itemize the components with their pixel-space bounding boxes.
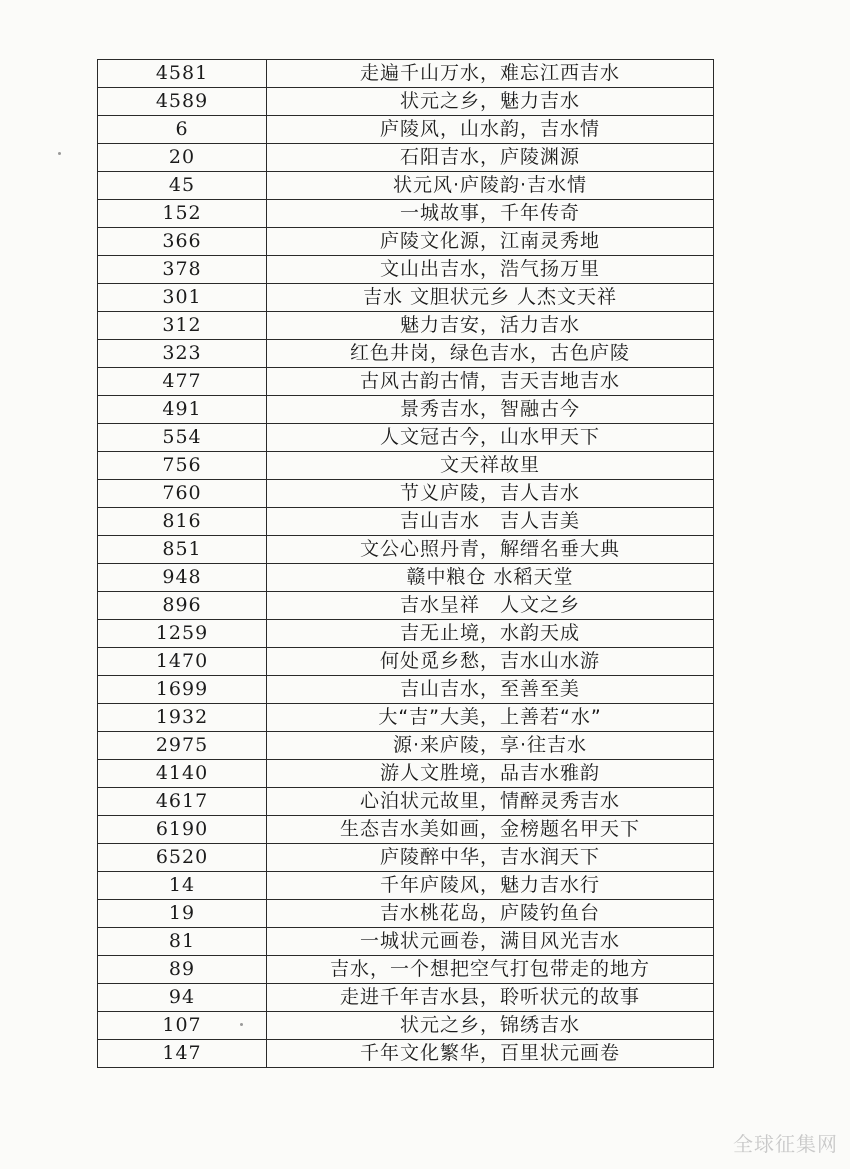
entry-slogan: 人文冠古今，山水甲天下	[267, 424, 714, 452]
table-row	[98, 676, 714, 704]
entry-slogan: 游人文胜境，品吉水雅韵	[267, 760, 714, 788]
table-row	[98, 592, 714, 620]
table-row	[98, 228, 714, 256]
entry-number: 1932	[98, 704, 267, 732]
entry-number: 1470	[98, 648, 267, 676]
entry-number: 4589	[98, 88, 267, 116]
entry-number: 6520	[98, 844, 267, 872]
slogan-table	[97, 59, 714, 1068]
entry-number: 94	[98, 984, 267, 1012]
table-row	[98, 928, 714, 956]
table-row	[98, 88, 714, 116]
entry-number: 366	[98, 228, 267, 256]
entry-number: 4140	[98, 760, 267, 788]
table-row	[98, 872, 714, 900]
entry-number: 2975	[98, 732, 267, 760]
table-row	[98, 1040, 714, 1068]
entry-slogan: 状元风·庐陵韵·吉水情	[267, 172, 714, 200]
entry-number: 948	[98, 564, 267, 592]
table-row	[98, 368, 714, 396]
table-row	[98, 732, 714, 760]
entry-slogan: 节义庐陵，吉人吉水	[267, 480, 714, 508]
watermark: 全球征集网	[733, 1132, 838, 1156]
entry-number: 323	[98, 340, 267, 368]
entry-number: 152	[98, 200, 267, 228]
table-row	[98, 536, 714, 564]
entry-number: 491	[98, 396, 267, 424]
entry-number: 45	[98, 172, 267, 200]
entry-slogan: 吉山吉水 吉人吉美	[267, 508, 714, 536]
entry-number: 554	[98, 424, 267, 452]
entry-slogan: 走进千年吉水县，聆听状元的故事	[267, 984, 714, 1012]
table-row	[98, 564, 714, 592]
scan-speck	[58, 152, 61, 155]
table-row	[98, 816, 714, 844]
table-row	[98, 844, 714, 872]
entry-slogan: 生态吉水美如画，金榜题名甲天下	[267, 816, 714, 844]
entry-slogan: 文山出吉水，浩气扬万里	[267, 256, 714, 284]
table-row	[98, 760, 714, 788]
entry-number: 756	[98, 452, 267, 480]
entry-slogan: 状元之乡，锦绣吉水	[267, 1012, 714, 1040]
entry-slogan: 何处觅乡愁，吉水山水游	[267, 648, 714, 676]
entry-number: 1259	[98, 620, 267, 648]
entry-slogan: 景秀吉水，智融古今	[267, 396, 714, 424]
entry-number: 147	[98, 1040, 267, 1068]
entry-number: 6	[98, 116, 267, 144]
entry-number: 14	[98, 872, 267, 900]
entry-slogan: 庐陵文化源，江南灵秀地	[267, 228, 714, 256]
entry-number: 81	[98, 928, 267, 956]
entry-number: 816	[98, 508, 267, 536]
entry-slogan: 魅力吉安，活力吉水	[267, 312, 714, 340]
entry-slogan: 文天祥故里	[267, 452, 714, 480]
entry-number: 312	[98, 312, 267, 340]
entry-slogan: 走遍千山万水，难忘江西吉水	[267, 60, 714, 88]
table-row	[98, 60, 714, 88]
entry-number: 851	[98, 536, 267, 564]
table-row	[98, 256, 714, 284]
table-row	[98, 200, 714, 228]
table-row	[98, 452, 714, 480]
entry-number: 4617	[98, 788, 267, 816]
entry-slogan: 千年文化繁华，百里状元画卷	[267, 1040, 714, 1068]
entry-slogan: 一城故事，千年传奇	[267, 200, 714, 228]
entry-slogan: 吉水 文胆状元乡 人杰文天祥	[267, 284, 714, 312]
table-row	[98, 312, 714, 340]
entry-slogan: 石阳吉水，庐陵渊源	[267, 144, 714, 172]
entry-number: 6190	[98, 816, 267, 844]
entry-number: 896	[98, 592, 267, 620]
table-row	[98, 956, 714, 984]
entry-slogan: 大“吉”大美，上善若“水”	[267, 704, 714, 732]
table-row	[98, 116, 714, 144]
entry-slogan: 吉山吉水，至善至美	[267, 676, 714, 704]
entry-slogan: 吉无止境，水韵天成	[267, 620, 714, 648]
table-row	[98, 900, 714, 928]
slogan-table-body	[98, 60, 714, 1068]
entry-number: 20	[98, 144, 267, 172]
entry-slogan: 赣中粮仓 水稻天堂	[267, 564, 714, 592]
table-row	[98, 648, 714, 676]
entry-slogan: 吉水呈祥 人文之乡	[267, 592, 714, 620]
entry-slogan: 文公心照丹青，解缙名垂大典	[267, 536, 714, 564]
table-row	[98, 620, 714, 648]
table-row	[98, 508, 714, 536]
entry-slogan: 千年庐陵风，魅力吉水行	[267, 872, 714, 900]
entry-number: 89	[98, 956, 267, 984]
entry-slogan: 庐陵醉中华，吉水润天下	[267, 844, 714, 872]
entry-slogan: 状元之乡，魅力吉水	[267, 88, 714, 116]
entry-slogan: 一城状元画卷，满目风光吉水	[267, 928, 714, 956]
entry-slogan: 红色井岗，绿色吉水，古色庐陵	[267, 340, 714, 368]
entry-number: 760	[98, 480, 267, 508]
table-row	[98, 144, 714, 172]
scan-speck	[240, 1023, 243, 1026]
table-row	[98, 704, 714, 732]
table-row	[98, 1012, 714, 1040]
entry-number: 107	[98, 1012, 267, 1040]
table-row	[98, 788, 714, 816]
table-row	[98, 172, 714, 200]
table-row	[98, 396, 714, 424]
entry-number: 477	[98, 368, 267, 396]
entry-slogan: 源·来庐陵，享·往吉水	[267, 732, 714, 760]
entry-slogan: 吉水，一个想把空气打包带走的地方	[267, 956, 714, 984]
table-row	[98, 984, 714, 1012]
entry-number: 1699	[98, 676, 267, 704]
entry-number: 19	[98, 900, 267, 928]
table-row	[98, 480, 714, 508]
entry-slogan: 吉水桃花岛，庐陵钓鱼台	[267, 900, 714, 928]
table-row	[98, 284, 714, 312]
entry-number: 4581	[98, 60, 267, 88]
entry-slogan: 古风古韵古情，吉天吉地吉水	[267, 368, 714, 396]
table-row	[98, 424, 714, 452]
entry-slogan: 心泊状元故里，情醉灵秀吉水	[267, 788, 714, 816]
table-row	[98, 340, 714, 368]
entry-slogan: 庐陵风，山水韵，吉水情	[267, 116, 714, 144]
entry-number: 378	[98, 256, 267, 284]
entry-number: 301	[98, 284, 267, 312]
